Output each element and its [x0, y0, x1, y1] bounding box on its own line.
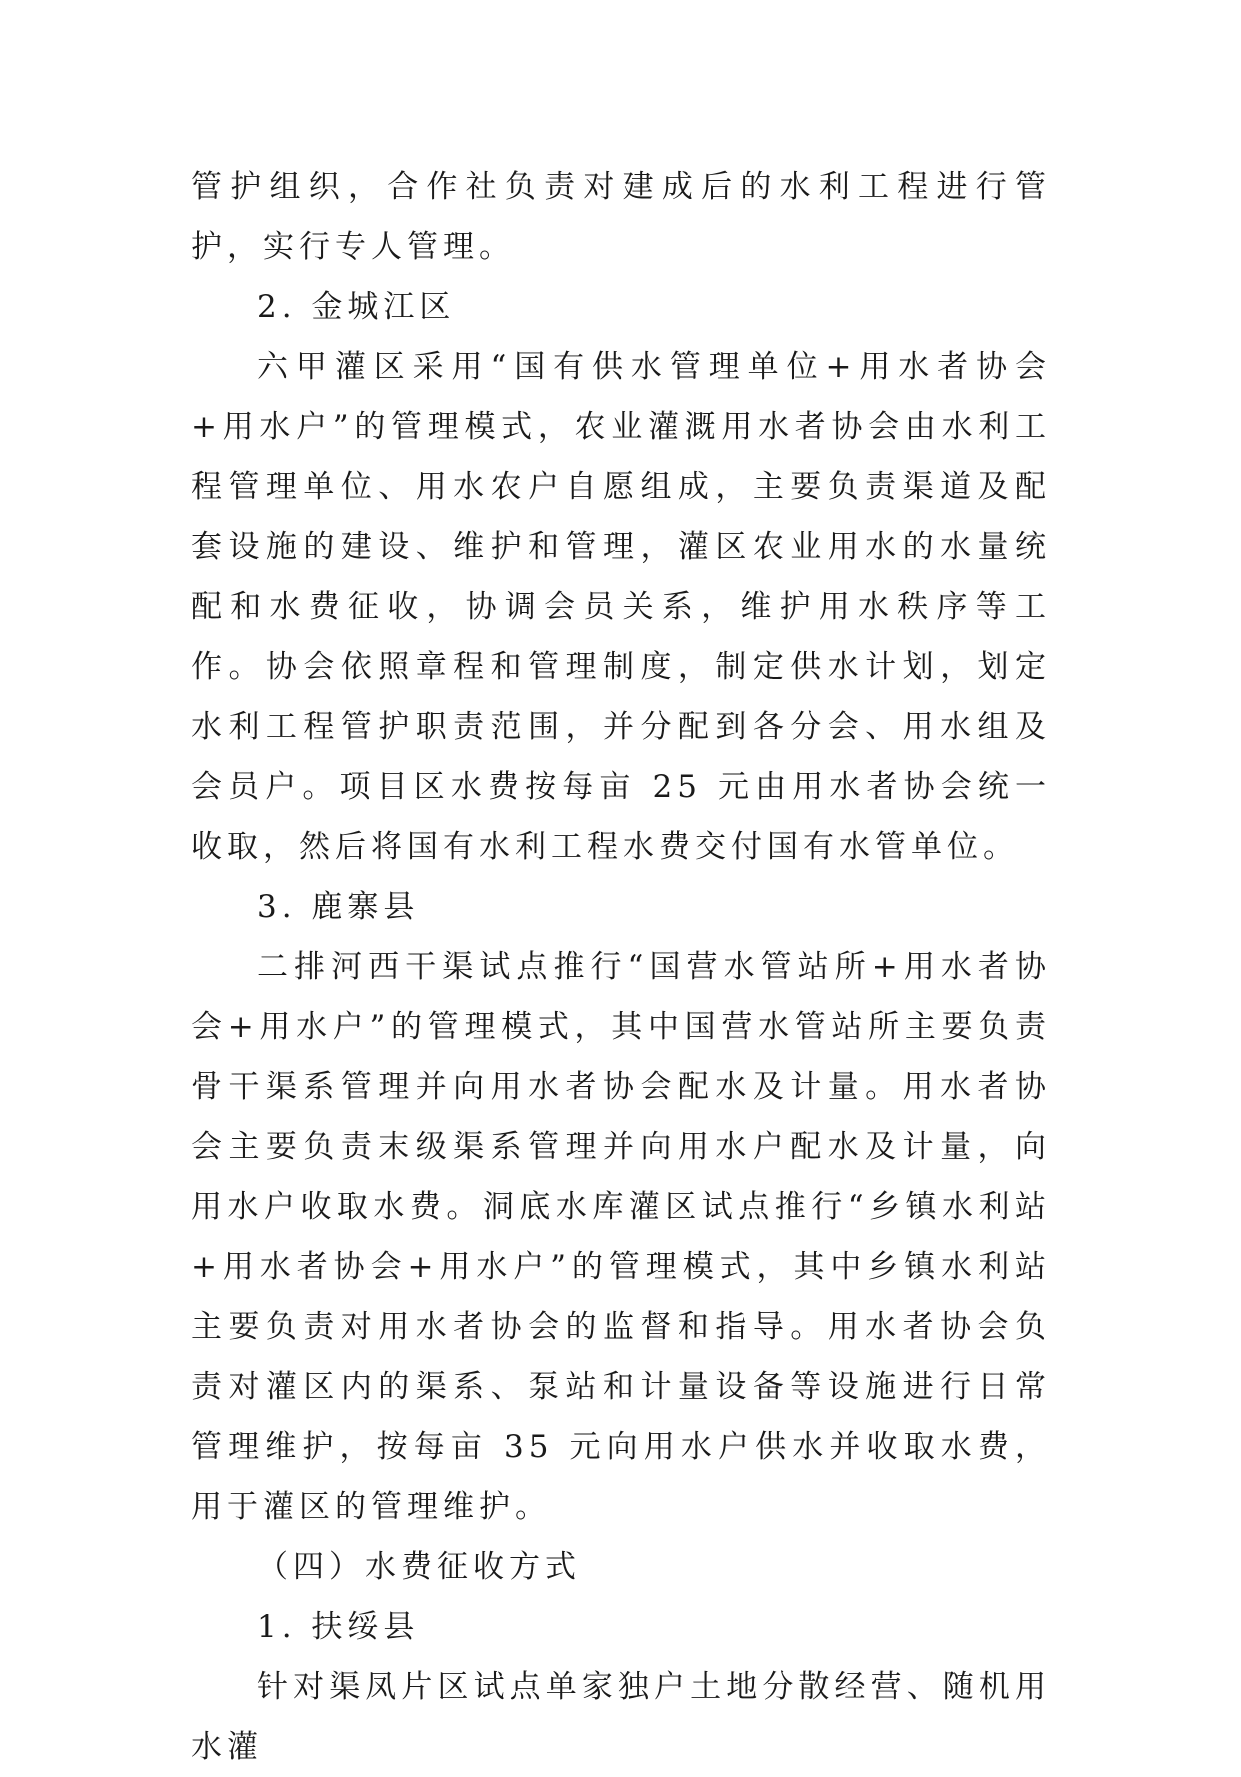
paragraph-continued: 管护组织，合作社负责对建成后的水利工程进行管护，实行专人管理。	[191, 169, 1051, 265]
paragraph-jinchengjiang: 六甲灌区采用“国有供水管理单位+用水者协会+用水户”的管理模式，农业灌溉用水者协会由水利工程管理单位、用水农户自愿组成，主要负责渠道及配套设施的建设、维护和管理，灌区农业用水的水量统配和水费征收，协调会员关系，维护用水秩序等工作。协会依照章程和管理制度，制定供水计划，划定水利工程管护职责范围，并分配到各分会、用水组及会员户。项目区水费按每亩 25 元由用水者协会统一收取，然后将国有水利工程水费交付国有水管单位。	[191, 349, 1051, 865]
section-heading-jinchengjiang: 2. 金城江区	[257, 289, 456, 325]
section-heading-water-fee-collection: （四）水费征收方式	[257, 1549, 581, 1585]
section-heading-luzhai: 3. 鹿寨县	[257, 889, 420, 925]
paragraph-fusui: 针对渠凤片区试点单家独户土地分散经营、随机用水灌	[191, 1669, 1051, 1765]
paragraph-luzhai: 二排河西干渠试点推行“国营水管站所+用水者协会+用水户”的管理模式，其中国营水管站所主要负责骨干渠系管理并向用水者协会配水及计量。用水者协会主要负责末级渠系管理并向用水户配水及计量，向用水户收取水费。洞底水库灌区试点推行“乡镇水利站+用水者协会+用水户”的管理模式，其中乡镇水利站主要负责对用水者协会的监督和指导。用水者协会负责对灌区内的渠系、泵站和计量设备等设施进行日常管理维护，按每亩 35 元向用水户供水并收取水费，用于灌区的管理维护。	[191, 949, 1051, 1525]
document-body	[191, 157, 1051, 1777]
section-heading-fusui: 1. 扶绥县	[257, 1609, 420, 1645]
